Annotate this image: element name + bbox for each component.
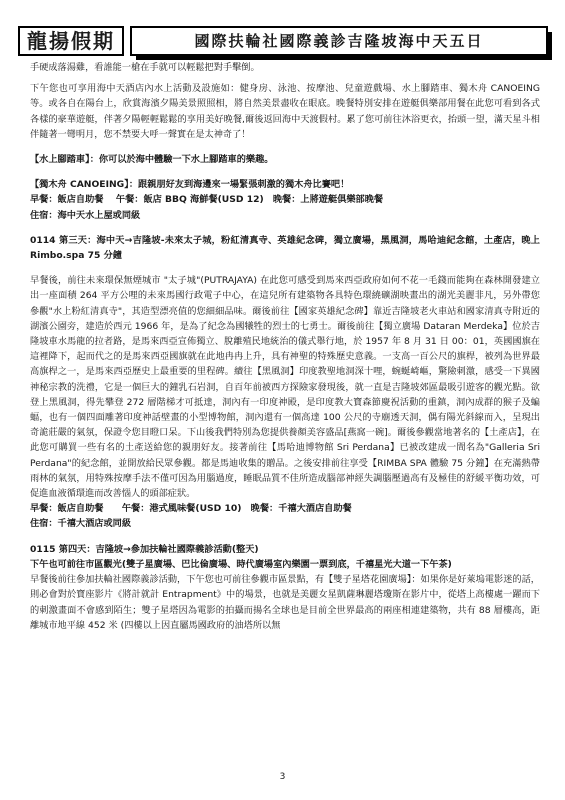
day4-paragraph: 早餐後前往參加扶輪社國際義診活動，下午您也可前往參觀市區景點，有【雙子星塔花園廣場】：如果你是好萊塢電影迷的話，則必會對於寶座影片《將計就計 Entrapment》中的場景，也就是美麗女星凱薩琳麗塔瓊斯在影片中，從塔上高樓處一躍而下的刺激畫面不會感到陌生；雙子星塔因為電影的拍攝而揚名全球也是目前全世界最高的兩座相連建築物，共有 88 層樓高，距離城市地平線 452 米 (四樓以上因直屬馬國政府的油塔所以無 <box>30 574 540 631</box>
page-number: 3 <box>279 772 286 782</box>
day3-title: 0114 第三天：海中天→吉隆坡-未來太子城，粉紅清真寺、英雄紀念碑，獨立廣場，黑風洞，馬哈迪紀念館，土產店，晚上 Rimbo.spa 75 分鐘 <box>30 234 540 262</box>
day4-subtitle: 下午也可前往市區觀光(雙子星廣場、巴比倫廣場、時代廣場室內樂園一票到底，千禧星光大道一下午茶) <box>30 558 452 570</box>
page-header <box>18 26 548 56</box>
brand-logo: 龍揚假期 <box>18 26 124 56</box>
day3-meals: 早餐：飯店自助餐 午餐：港式風味餐(USD 10) 晚餐：千禧大酒店自助餐 <box>30 503 352 515</box>
day2-continuation: 手硬成落湯雞，看誰能一槍在手就可以輕鬆把對手擊倒。 <box>30 62 260 73</box>
day2-paragraph: 下午您也可享用海中天酒店內水上活動及設施如：健身房、泳池、按摩池、兒童遊戲場、水上腳踏車、獨木舟 CANOEING 等。或各自在陽台上，欣賞海濱夕陽美景照照相，將自然美景盡收在眼底。晚餐特別安排在遊艇俱樂部用餐在此您可看到各式各樣的豪華遊艇，伴著夕陽輕輕鬆鬆的享用美好晚餐,爾後返回海中天渡假村。累了您可前往沐浴更衣，抬頭一望，滿天星斗相伴隨著一彎明月，您不禁要大呼一聲實在是太神奇了！ <box>30 83 540 140</box>
day3-stay: 住宿：千禧大酒店或同級 <box>30 518 132 530</box>
day2-meals: 早餐：飯店自助餐 午餐：飯店 BBQ 海鮮餐(USD 12) 晚餐：上將遊艇俱樂部晚餐 <box>30 194 384 206</box>
itinerary-content <box>30 60 540 633</box>
canoe-note: 【獨木舟 CANOEING】：跟親朋好友到海邊來一場緊張刺激的獨木舟比賽吧！ <box>30 179 350 191</box>
day4-title: 0115 第四天：吉隆坡→參加扶輪社國際義診活動(整天) <box>30 543 259 555</box>
pedal-boat-note: 【水上腳踏車】：你可以於海中體驗一下水上腳踏車的樂趣。 <box>30 154 274 166</box>
day2-stay: 住宿：海中天水上屋或同級 <box>30 209 141 221</box>
day3-paragraph: 早餐後，前往未來環保無煙城市 "太子城"(PUTRAJAYA) 在此您可感受到馬來西亞政府如何不花一毛錢而能夠在森林開發建立出一座面積 264 平方公哩的未來馬國行政電子中心，在這兒所有建築物各具特色環繞礦湖映畫出的湖光美麗非凡，另外帶您參觀"水上粉紅清真寺"，其造型漂亮值的您細細品味。爾後前往【國家英雄紀念碑】靠近吉隆坡老火車站和國家清真寺附近的湖濱公園旁，建造於西元 1966 年，是為了紀念為國犧牲的烈士的七勇士。爾後前往【獨立廣場 Dataran Merdeka】位於吉隆坡車水馬龍的拉者路，是馬來西亞宣佈獨立、脫離殖民地統治的儀式舉行地，於 1957 年 8 月 31 日 00：01，英國國旗在這裡降下，起而代之的是馬來西亞國旗就在此地冉冉上升，具有神聖的特殊歷史意義。一支高一百公尺的旗桿，被列為世界最高旗桿之一，是馬來西亞歷史上最重要的里程碑。續往【黑風洞】印度教聖地洞深十哩，蜿蜒崎嶇，驚險刺激，感受一下異國神秘宗教的洗禮，它是一個巨大的鐘乳石岩洞，自百年前被西方探險家發現後，就一直是吉隆坡郊區最吸引遊客的觀光點。欲登上黑風洞，得先攀登 272 層階梯才可抵達，洞內有一印度神殿，是印度教大寶森節慶祝活動的重鎮，洞內成群的猴子及蝙蝠，也有一個四面雕著印度神話壁畫的小型博物館，洞內還有一個高達 100 公尺的寺廟透天洞，偶有陽光斜線而入，呈現出奇詭莊嚴的氣氛，保證令您目瞪口呆。下山後我們特別為您提供養顏美容盛品[燕窩一碗]。爾後參觀當地著名的【土產店】，在此您可購買一些有名的土產送給您的親朋好友。接著前往【馬哈迪博物館 Sri Perdana】已被改建成一間名為"Galleria Sri Perdana"的紀念館，並開放給民眾參觀。都是馬迪收集的贈品。之後安排前往享受【RIMBA SPA 體驗 75 分鐘】在充滿熱帶雨林的氣氛，用特殊按摩手法不僅可因為用腦過度，睡眠品質不佳所造成腦部神經失調腦壓過高有及極佳的舒緩平衡功效，可促進血液循環進而改善惱人的頭部症狀。 <box>30 275 540 500</box>
itinerary-title: 國際扶輪社國際義診吉隆坡海中天五日 <box>130 26 548 56</box>
